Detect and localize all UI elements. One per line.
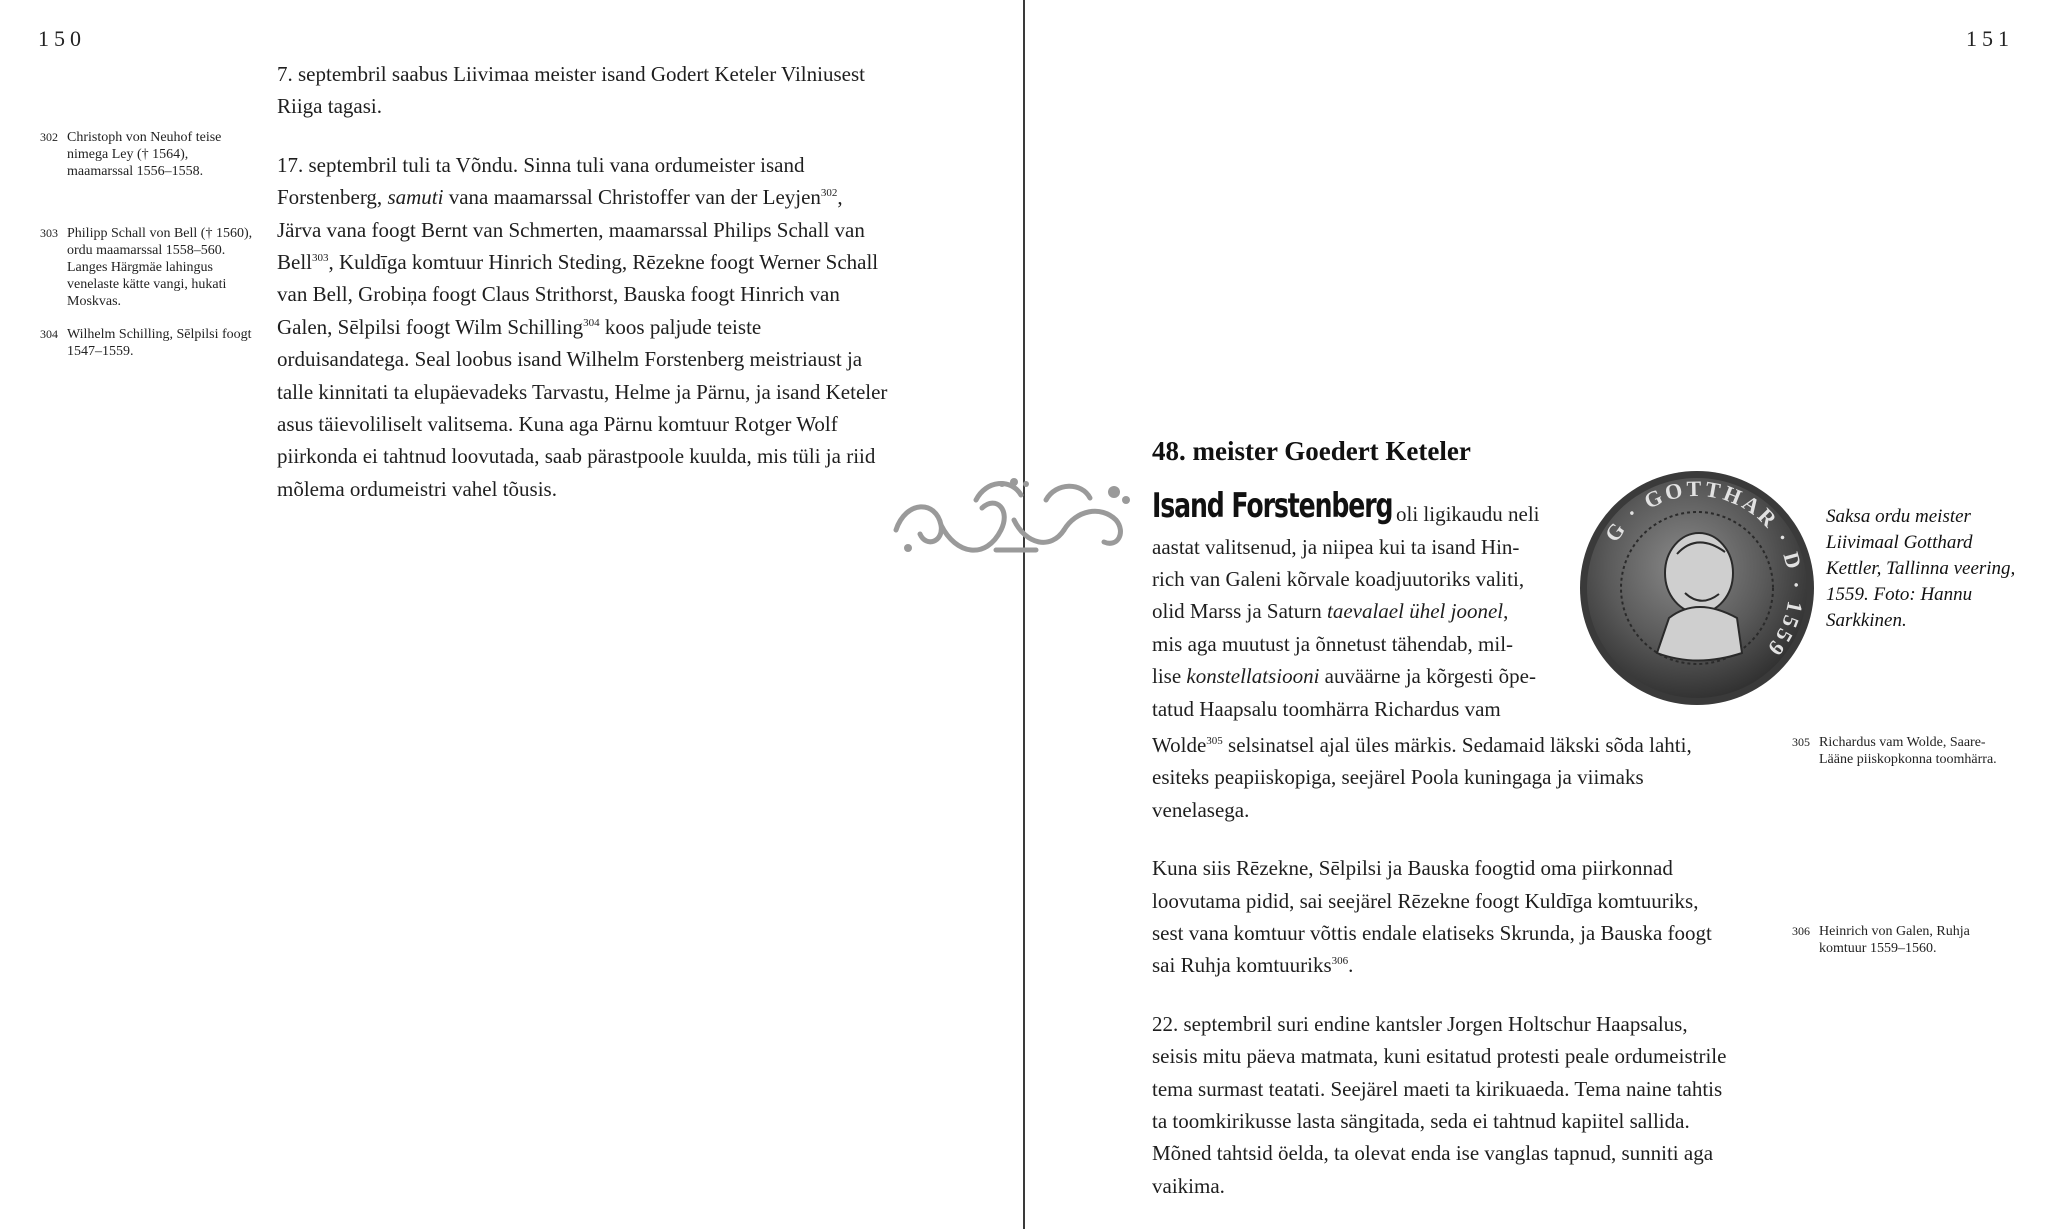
paragraph: 7. septembril saabus Liivimaa meister isand Godert Keteler Vilniusest Riiga tagasi. bbox=[277, 62, 865, 119]
text-run: . bbox=[1348, 953, 1354, 978]
text-run: rich van Galeni kõrvale koadjuutoriks valiti, bbox=[1152, 567, 1525, 591]
text-line bbox=[1152, 632, 1513, 657]
footnote-text: Wilhelm Schilling, Sēlpilsi foogt 1547–1559. bbox=[67, 327, 252, 359]
footnote-text: Richardus vam Wolde, Saare-Lääne piiskopkonna toomhärra. bbox=[1819, 735, 1997, 767]
text-line bbox=[1152, 664, 1536, 689]
paragraph bbox=[277, 149, 889, 505]
text-run: Wolde bbox=[1152, 733, 1207, 757]
italic-text: taevalael ühel joonel bbox=[1326, 599, 1504, 623]
text-line bbox=[1152, 697, 1501, 722]
footnote-305 bbox=[1792, 734, 2012, 768]
text-run: 17. septembril tuli ta Võndu. Sinna tuli vana ordumeister isand Forstenberg, bbox=[277, 152, 805, 210]
text-run: Kuna siis Rēzekne, Sēlpilsi ja Bauska foogtid oma piirkonnad loovutama pidid, sai seejärel Rēzekne foogt Kuldīga komtuuriks, sest vana komtuur võttis endale elatiseks Skrunda, ja Bauska foogt sai Ruhja komtuuriks bbox=[1152, 856, 1712, 978]
footnote-ref-304[interactable]: 304 bbox=[583, 316, 600, 329]
footnote-303 bbox=[40, 225, 260, 310]
text-run: , bbox=[1503, 599, 1509, 623]
text-run: , Järva vana foogt Bernt van Schmerten, maamarssal Philips Schall van Bell bbox=[277, 185, 865, 275]
footnote-text: Christoph von Neuhof teise nimega Ley († 1564), maamarssal 1556–1558. bbox=[67, 130, 222, 179]
text-run: olid Marss ja Saturn bbox=[1152, 599, 1327, 623]
text-run: vana maamarssal Christoffer van der Leyjen bbox=[443, 185, 821, 210]
footnote-304 bbox=[40, 326, 260, 360]
footnote-ref-302[interactable]: 302 bbox=[820, 187, 838, 200]
footnote-ref-303[interactable]: 303 bbox=[312, 252, 329, 265]
text-run: mis aga muutust ja õnnetust tähendab, mil- bbox=[1152, 632, 1514, 656]
lead-phrase: Isand Forstenberg bbox=[1152, 486, 1393, 526]
text-run: selsinatsel ajal üles märkis. Sedamaid läkski sõda lahti, esiteks peapiiskopiga, seejärel Poola kuningaga ja viimaks venelasega. bbox=[1152, 733, 1692, 822]
text-line bbox=[1152, 599, 1508, 624]
footnote-ref-305[interactable]: 305 bbox=[1206, 735, 1223, 747]
page-number-right: 151 bbox=[1966, 26, 2014, 51]
paragraph bbox=[1152, 729, 1732, 826]
footnote-text: Philipp Schall von Bell († 1560), ordu maamarssal 1558–560. Langes Härgmäe lahingus venelaste kätte vangi, hukati Moskvas. bbox=[67, 226, 253, 309]
text-run: tatud Haapsalu toomhärra Richardus vam bbox=[1152, 697, 1501, 721]
italic-text: konstellatsiooni bbox=[1186, 664, 1320, 688]
page-number-left: 150 bbox=[38, 26, 86, 51]
coin-legend: G · GOTTHAR · D · 1559 bbox=[1599, 475, 1810, 663]
text-run: auväärne ja kõrgesti õpe- bbox=[1319, 664, 1536, 688]
text-run: aastat valitsenud, ja niipea kui ta isand Hin- bbox=[1152, 535, 1520, 559]
book-gutter bbox=[1023, 0, 1025, 1229]
right-body-text bbox=[1152, 729, 1732, 1202]
footnote-number: 303 bbox=[40, 226, 58, 240]
coin-image bbox=[1577, 468, 1817, 708]
footnote-text: Heinrich von Galen, Ruhja komtuur 1559–1560. bbox=[1819, 924, 1970, 956]
ornament-flourish-icon bbox=[886, 470, 1142, 570]
footnote-number: 306 bbox=[1792, 924, 1810, 938]
section-heading: 48. meister Goedert Keteler bbox=[1152, 436, 1471, 466]
text-line bbox=[1396, 502, 1539, 527]
text-run: , Kuldīga komtuur Hinrich Steding, Rēzekne foogt Werner Schall van Bell, Grobiņa foogt Claus Strithorst, Bauska foogt Hinrich van Galen, Sēlpilsi foogt Wilm Schilling bbox=[277, 250, 879, 339]
footnote-number: 305 bbox=[1792, 735, 1810, 749]
text-line bbox=[1152, 535, 1519, 560]
footnote-number: 302 bbox=[40, 130, 58, 144]
text-run: lise bbox=[1152, 664, 1187, 688]
left-body-text bbox=[277, 58, 889, 505]
text-run: oli ligikaudu neli bbox=[1396, 502, 1540, 526]
footnote-number: 304 bbox=[40, 327, 58, 341]
footnote-ref-306[interactable]: 306 bbox=[1331, 955, 1349, 968]
italic-text: samuti bbox=[387, 185, 444, 210]
footnote-302 bbox=[40, 129, 250, 180]
image-caption: Saksa ordu meister Liivimaal Gotthard Kettler, Tallinna veering, 1559. Foto: Hannu Sarkkinen. bbox=[1826, 506, 2016, 631]
text-line bbox=[1152, 567, 1524, 592]
text-run: koos paljude teiste orduisandatega. Seal loobus isand Wilhelm Forstenberg meistriaust ja talle kinnitati ta elupäevadeks Tarvastu, Helme ja Pärnu, ja isand Keteler asus täievoliliselt valitsema. Kuna aga Pärnu komtuur Rotger Wolf piirkonda ei tahtnud loovutada, saab pärastpoole kuulda, mis tüli ja riid mõlema ordumeistri vahel tõusis. bbox=[277, 314, 888, 501]
paragraph: 22. septembril suri endine kantsler Jorgen Holtschur Haapsalus, seisis mitu päeva matmata, kuni esitatud protesti peale ordumeistrile tema surmast teatati. Seejärel maeti ta kirikuaeda. Tema naine tahtis ta toomkirikusse lasta sängitada, seda ei tahtnud kapiitel sallida. Mõned tahtsid öelda, ta olevat enda ise vanglas tapnud, sunniti aga vaikima. bbox=[1152, 1011, 1727, 1198]
footnote-306 bbox=[1792, 923, 2012, 957]
paragraph bbox=[1152, 852, 1732, 982]
